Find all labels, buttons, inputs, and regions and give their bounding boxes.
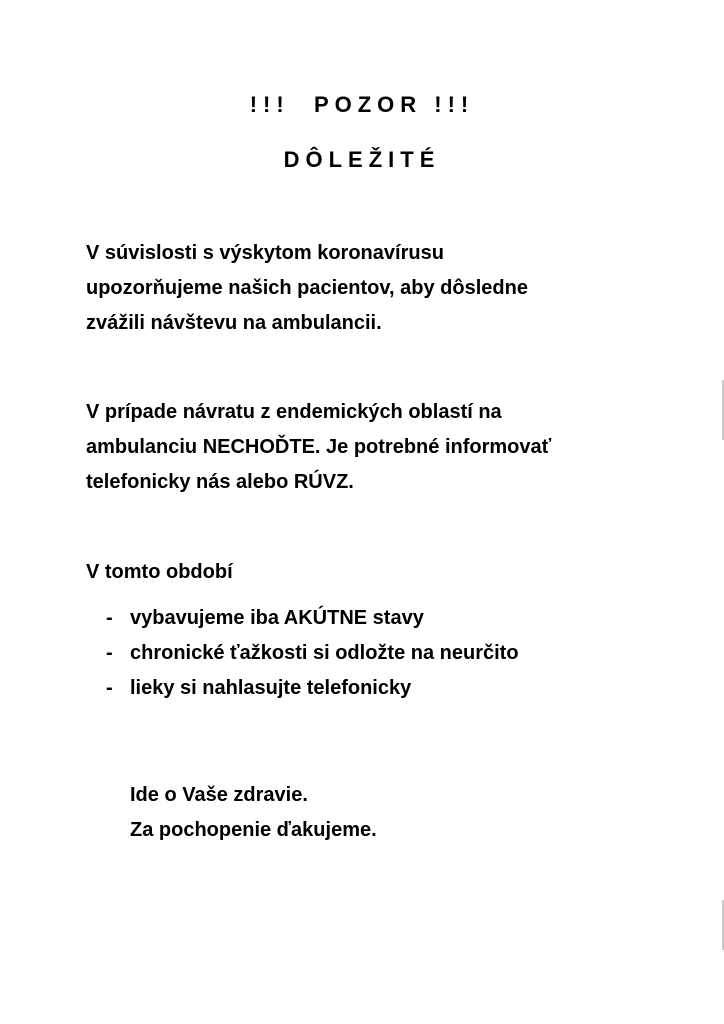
coronavirus-paragraph — [86, 236, 686, 341]
paragraph-line: V prípade návratu z endemických oblastí na — [86, 401, 502, 423]
dash-marker: - — [106, 607, 113, 629]
list-item-text: vybavujeme iba AKÚTNE stavy — [130, 607, 424, 629]
endemic-return-paragraph — [86, 395, 686, 500]
period-intro — [86, 555, 686, 590]
closing-message — [130, 778, 377, 848]
dash-marker: - — [106, 642, 113, 664]
paragraph-line: ambulanciu NECHOĎTE. Je potrebné informovať — [86, 436, 552, 458]
notice-title: !!! POZOR !!! — [249, 92, 475, 117]
list-item — [106, 671, 519, 706]
paragraph-line: zvážili návštevu na ambulancii. — [86, 312, 382, 334]
measures-list — [106, 601, 519, 706]
closing-line: Za pochopenie ďakujeme. — [130, 819, 377, 841]
closing-line: Ide o Vaše zdravie. — [130, 784, 308, 806]
paragraph-line: V tomto období — [86, 561, 233, 583]
list-item-text: lieky si nahlasujte telefonicky — [130, 677, 412, 699]
list-item — [106, 636, 519, 671]
list-item — [106, 601, 519, 636]
paragraph-line: upozorňujeme našich pacientov, aby dôsledne — [86, 277, 528, 299]
paragraph-line: telefonicky nás alebo RÚVZ. — [86, 471, 354, 493]
list-item-text: chronické ťažkosti si odložte na neurčito — [130, 642, 519, 664]
paragraph-line: V súvislosti s výskytom koronavírusu — [86, 242, 444, 264]
notice-subtitle: DÔLEŽITÉ — [283, 147, 441, 172]
dash-marker: - — [106, 677, 113, 699]
